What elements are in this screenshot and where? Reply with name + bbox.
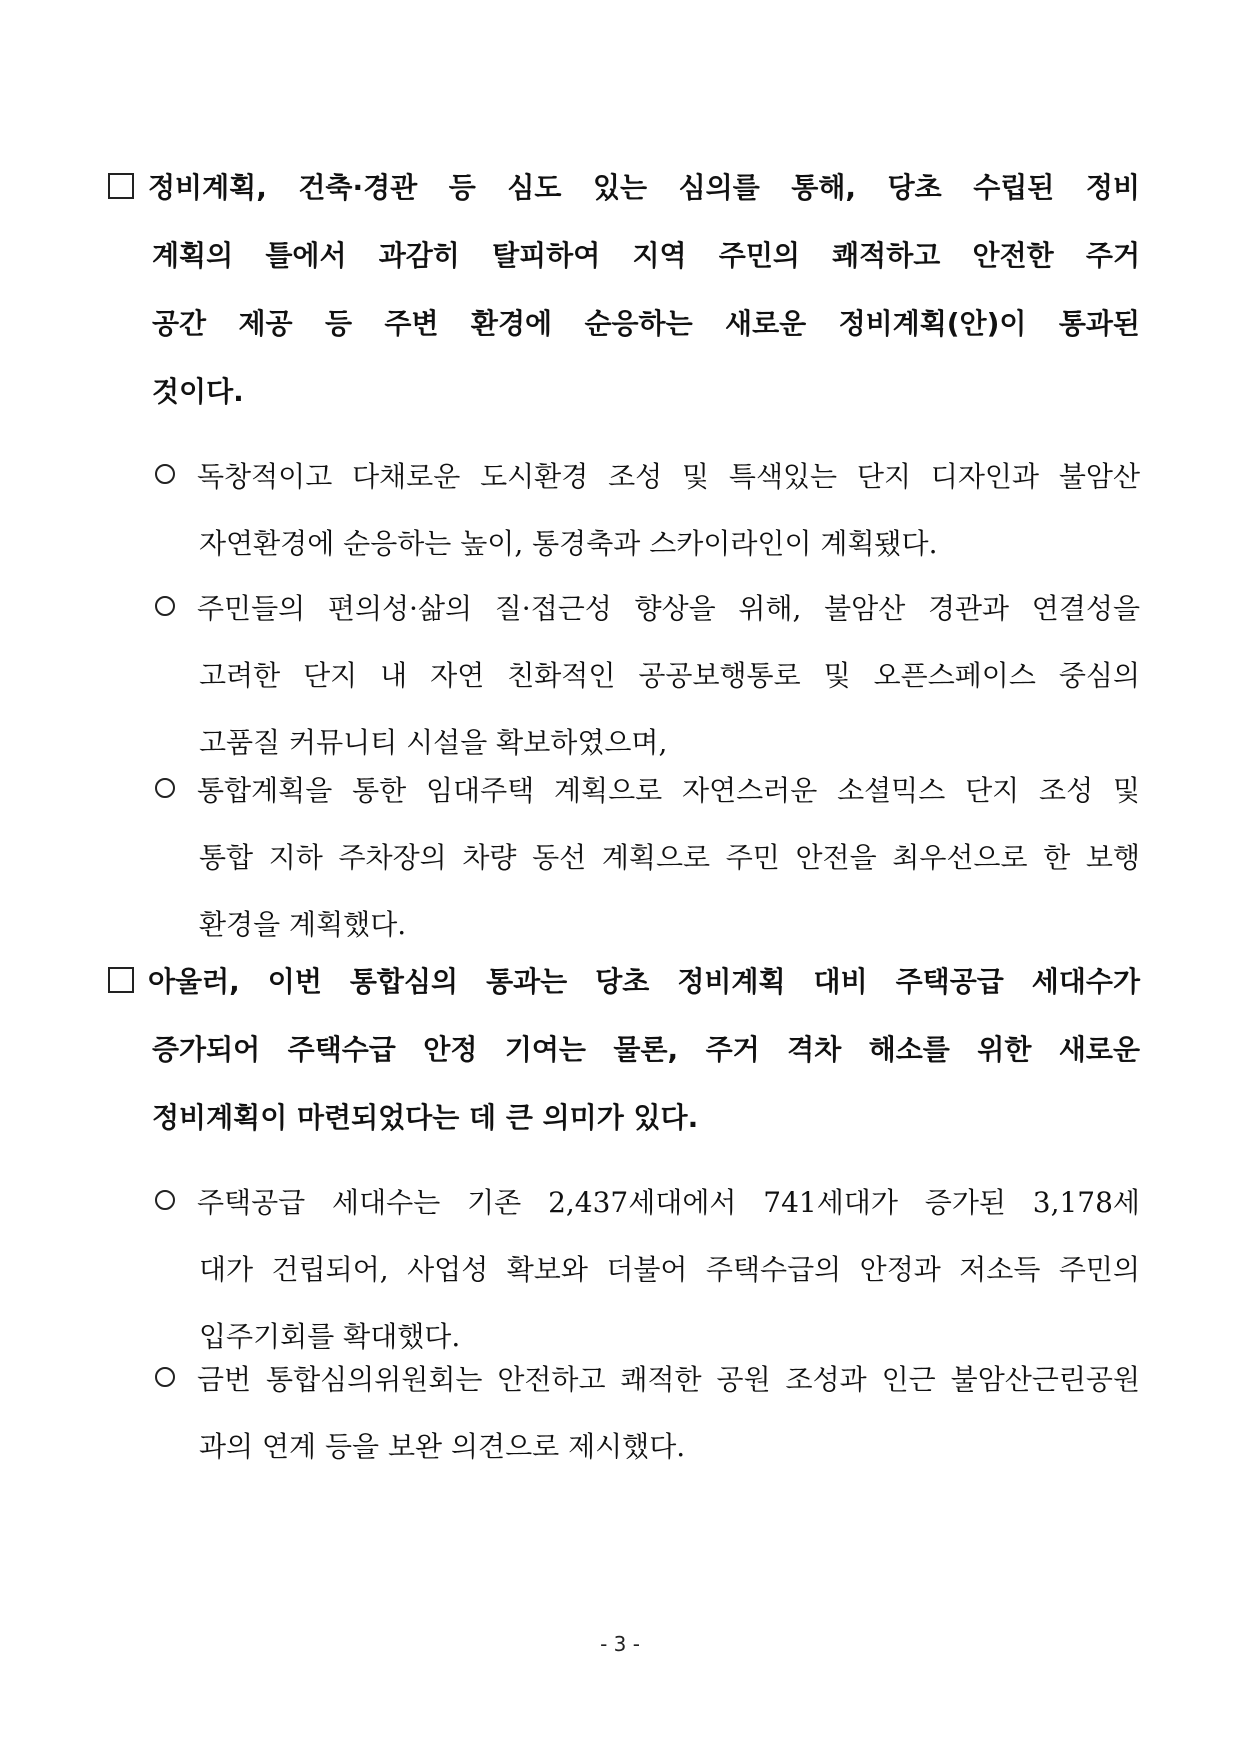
section-2-line-2: 증가되어 주택수급 안정 기여는 물론, 주거 격차 해소를 위한 새로운: [152, 1033, 1140, 1066]
section-2-text-1: 아울러, 이번 통합심의 통과는 당초 정비계획 대비 주택공급 세대수가: [148, 965, 1140, 998]
section-1-line-4: 것이다.: [152, 375, 244, 408]
circle-bullet-icon: [155, 596, 175, 616]
section-1-line-2: 계획의 틀에서 과감히 탈피하여 지역 주민의 쾌적하고 안전한 주거: [152, 239, 1140, 272]
circle-bullet-icon: [155, 778, 175, 798]
circle-bullet-icon: [155, 464, 175, 484]
square-bullet-icon: [108, 173, 134, 199]
circle-bullet-icon: [155, 1190, 175, 1210]
section-1-line-3: 공간 제공 등 주변 환경에 순응하는 새로운 정비계획(안)이 통과된: [152, 307, 1140, 340]
section-1: [108, 154, 1140, 426]
bullet-line: 통합 지하 주차장의 차량 동선 계획으로 주민 안전을 최우선으로 한 보행: [199, 841, 1140, 874]
bullet-line: [155, 1346, 1140, 1413]
circle-bullet-icon: [155, 1367, 175, 1387]
bullet-line: [155, 757, 1140, 824]
section-1-bullet-1: [155, 443, 1140, 577]
bullet-line: [155, 443, 1140, 510]
section-1-bullet-2: [155, 575, 1140, 776]
bullet-line: 환경을 계획했다.: [199, 908, 407, 941]
bullet-line: 고려한 단지 내 자연 친화적인 공공보행통로 및 오픈스페이스 중심의: [199, 659, 1140, 692]
section-2: [108, 948, 1140, 1152]
bullet-line: 고품질 커뮤니티 시설을 확보하였으며,: [199, 726, 668, 759]
bullet-text: 금번 통합심의위원회는 안전하고 쾌적한 공원 조성과 인근 불암산근린공원: [197, 1363, 1140, 1396]
page-number: - 3 -: [600, 1632, 640, 1656]
section-2-bullet-2: [155, 1346, 1140, 1480]
bullet-text: 통합계획을 통한 임대주택 계획으로 자연스러운 소셜믹스 단지 조성 및: [197, 774, 1140, 807]
section-2-line-1: [108, 948, 1140, 1016]
bullet-line: 자연환경에 순응하는 높이, 통경축과 스카이라인이 계획됐다.: [199, 527, 938, 560]
bullet-line: 대가 건립되어, 사업성 확보와 더불어 주택수급의 안정과 저소득 주민의: [199, 1253, 1140, 1286]
bullet-text: 주민들의 편의성·삶의 질·접근성 향상을 위해, 불암산 경관과 연결성을: [197, 592, 1140, 625]
bullet-text: 독창적이고 다채로운 도시환경 조성 및 특색있는 단지 디자인과 불암산: [197, 460, 1140, 493]
section-1-line-1: [108, 154, 1140, 222]
square-bullet-icon: [108, 967, 134, 993]
section-2-line-3: 정비계획이 마련되었다는 데 큰 의미가 있다.: [152, 1101, 699, 1134]
bullet-line: 입주기회를 확대했다.: [199, 1320, 461, 1353]
section-2-bullet-1: [155, 1169, 1140, 1370]
section-1-text-1: 정비계획, 건축·경관 등 심도 있는 심의를 통해, 당초 수립된 정비: [148, 171, 1140, 204]
bullet-line: [155, 1169, 1140, 1236]
section-1-bullet-3: [155, 757, 1140, 958]
bullet-line: [155, 575, 1140, 642]
bullet-text: 주택공급 세대수는 기존 2,437세대에서 741세대가 증가된 3,178세: [197, 1186, 1140, 1219]
bullet-line: 과의 연계 등을 보완 의견으로 제시했다.: [199, 1430, 686, 1463]
